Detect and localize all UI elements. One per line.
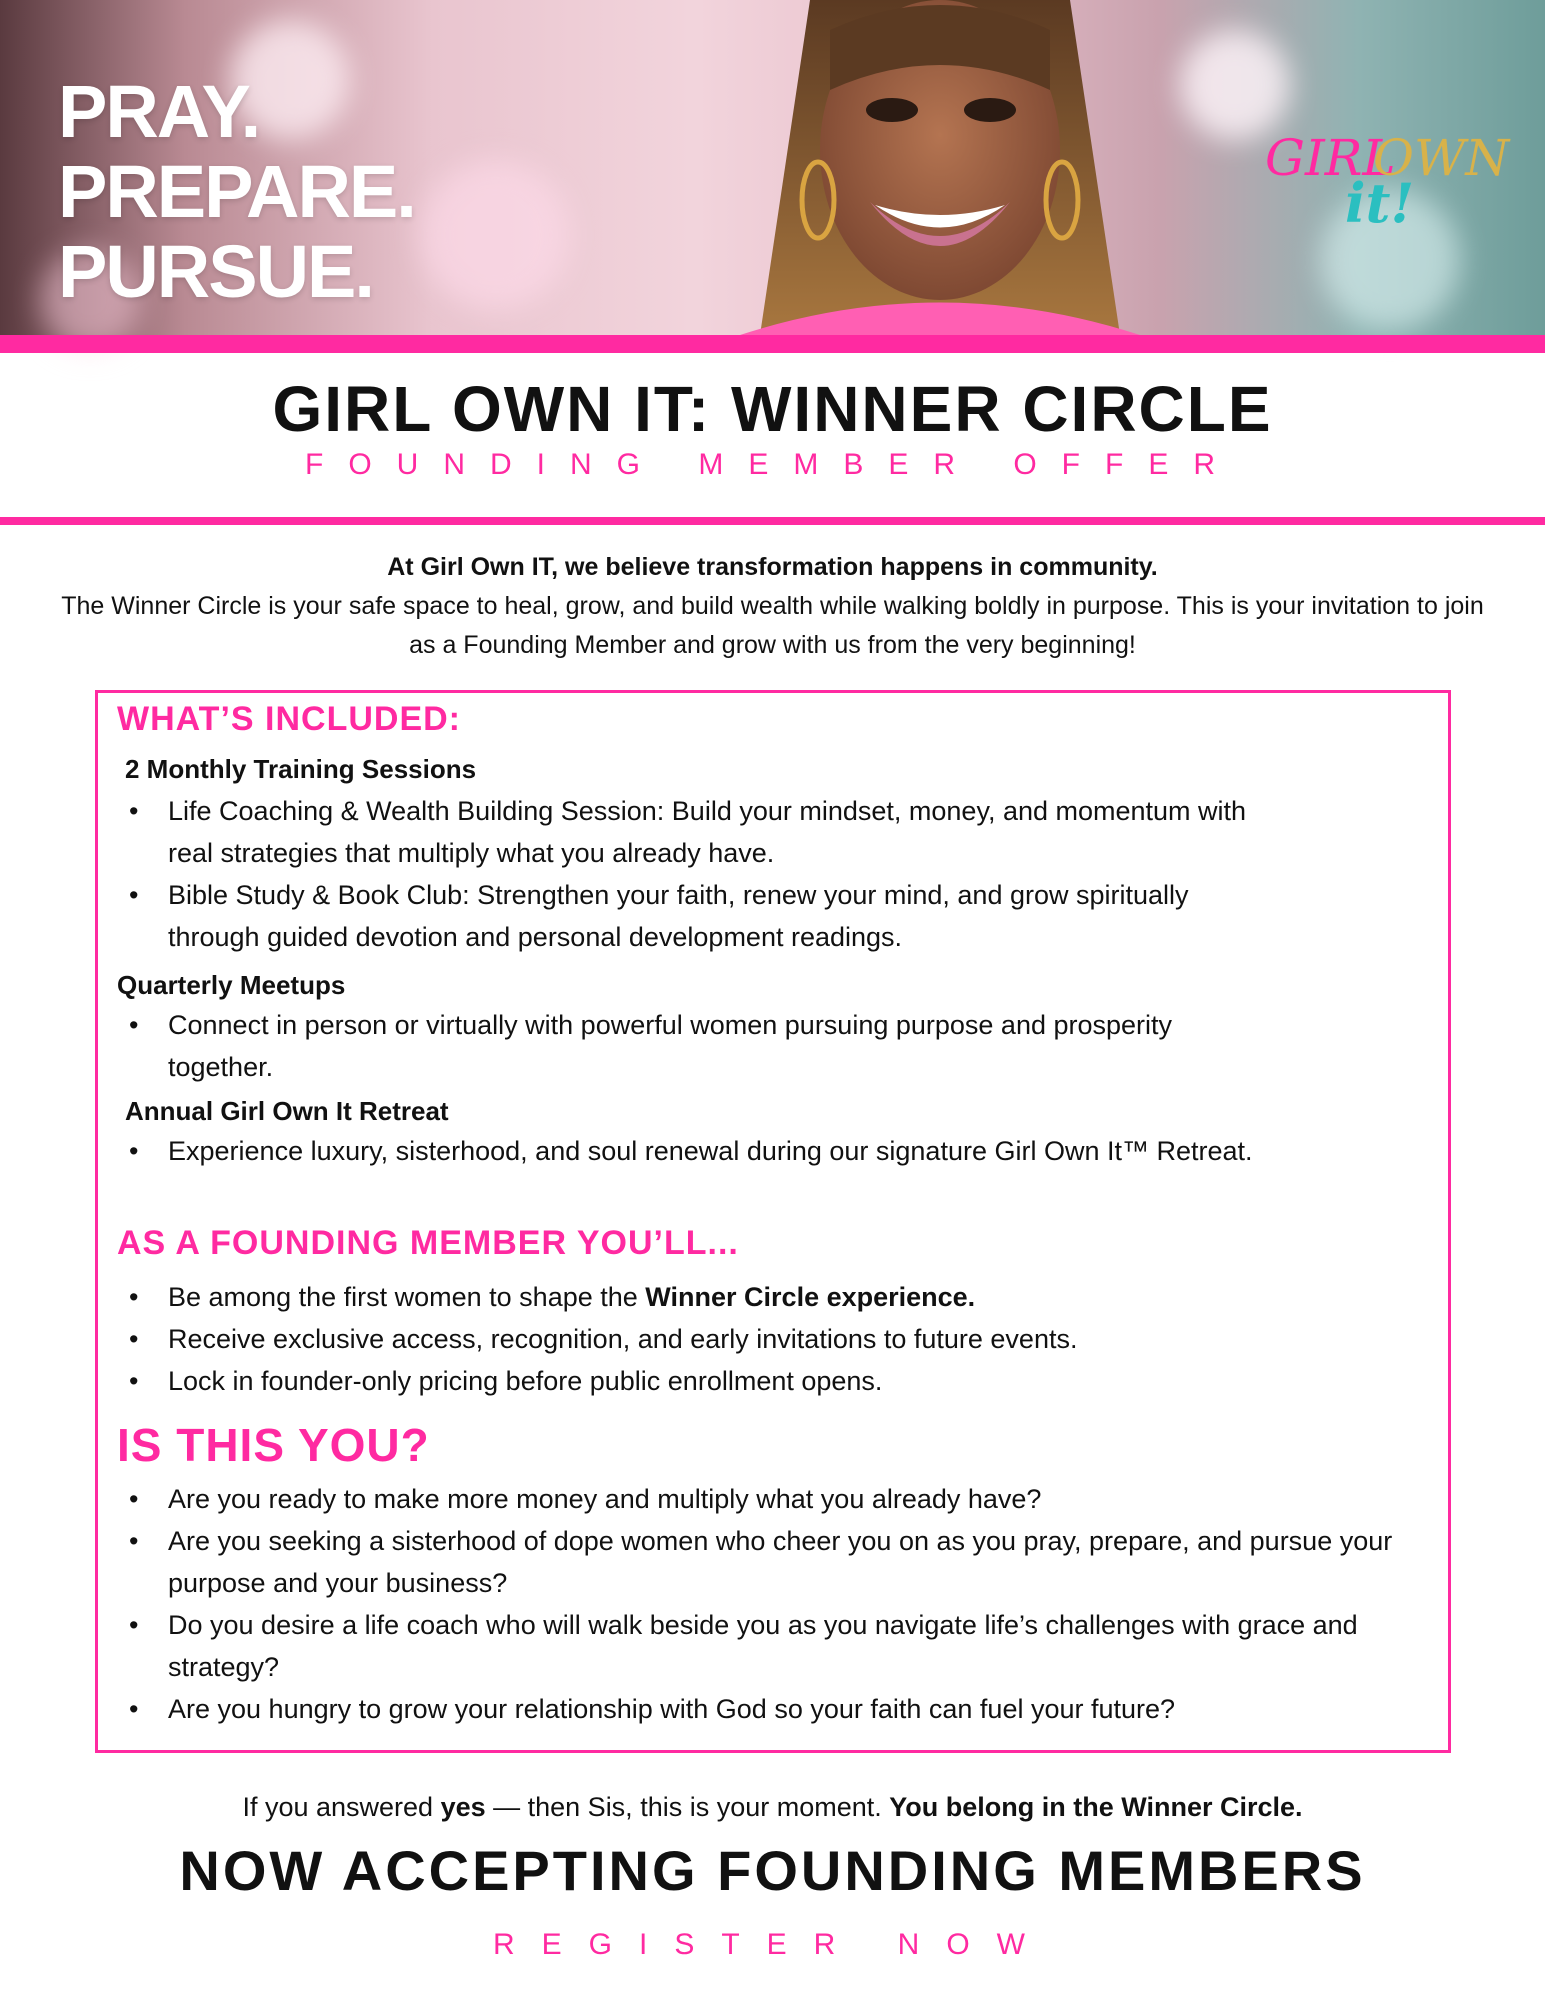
list-item: • Are you ready to make more money and multiply what you already have?	[125, 1478, 1445, 1520]
host-portrait	[700, 0, 1180, 335]
svg-text:it!: it!	[1345, 171, 1415, 235]
intro-body: The Winner Circle is your safe space to heal, grow, and build wealth while walking boldly in purpose. This is your invitation to join as a Founding Member and grow with us from the very beginning!	[61, 592, 1484, 659]
header-pink-divider	[0, 517, 1545, 525]
closing-middle: — then Sis, this is your moment.	[485, 1792, 890, 1822]
register-now-link[interactable]: REGISTER NOW	[492, 1928, 1052, 1961]
founding-item-bold: Winner Circle experience.	[645, 1282, 976, 1312]
closing-prefix: If you answered	[242, 1792, 441, 1822]
cta-headline: NOW ACCEPTING FOUNDING MEMBERS	[179, 1839, 1366, 1902]
closing-bold-end: You belong in the Winner Circle.	[889, 1792, 1303, 1822]
list-item: • Lock in founder-only pricing before public enrollment opens.	[125, 1360, 1425, 1402]
list-item: • Life Coaching & Wealth Building Session: Build your mindset, money, and momentum with real strategies that multiply what you already have.	[125, 790, 1265, 874]
closing-statement	[0, 1792, 1545, 1823]
list-item: • Connect in person or virtually with powerful women pursuing purpose and prosperity together.	[125, 1004, 1265, 1088]
hero-slogan	[58, 72, 415, 312]
slogan-line-prepare: PREPARE.	[58, 150, 415, 233]
quarterly-meetups-title: Quarterly Meetups	[117, 970, 346, 1000]
svg-text:OWN: OWN	[1373, 129, 1510, 187]
intro-text	[50, 548, 1495, 665]
list-item: • Are you seeking a sisterhood of dope women who cheer you on as you pray, prepare, and pursue your purpose and your business?	[125, 1520, 1445, 1604]
section-heading-founding: AS A FOUNDING MEMBER YOU’LL...	[117, 1224, 739, 1262]
page-subtitle: FOUNDING MEMBER OFFER	[305, 448, 1240, 481]
list-item: • Are you hungry to grow your relationship with God so your faith can fuel your future?	[125, 1688, 1445, 1730]
slogan-line-pray: PRAY.	[58, 70, 260, 153]
quarterly-meetups-list	[125, 1004, 1265, 1088]
top-pink-divider	[0, 335, 1545, 353]
section-heading-included: WHAT’S INCLUDED:	[117, 700, 461, 738]
founding-benefits-list	[125, 1276, 1425, 1402]
intro-lead: At Girl Own IT, we believe transformation happens in community.	[387, 553, 1158, 581]
is-this-you-list	[125, 1478, 1445, 1730]
list-item	[125, 1276, 1425, 1318]
training-sessions-title: 2 Monthly Training Sessions	[125, 754, 477, 784]
hero-banner	[0, 0, 1545, 335]
list-item: • Bible Study & Book Club: Strengthen your faith, renew your mind, and grow spiritually through guided devotion and personal development readings.	[125, 874, 1265, 958]
svg-text:GIRL: GIRL	[1265, 129, 1396, 187]
founding-item-text: Be among the first women to shape the	[168, 1282, 646, 1312]
training-sessions-list	[125, 790, 1265, 958]
list-item: • Experience luxury, sisterhood, and soul renewal during our signature Girl Own It™ Retreat.	[125, 1130, 1265, 1172]
closing-yes: yes	[440, 1792, 486, 1822]
annual-retreat-title: Annual Girl Own It Retreat	[125, 1096, 449, 1126]
annual-retreat-list	[125, 1130, 1265, 1172]
slogan-line-pursue: PURSUE.	[58, 230, 373, 313]
list-item: • Do you desire a life coach who will walk beside you as you navigate life’s challenges with grace and strategy?	[125, 1604, 1445, 1688]
page-title: GIRL OWN IT: WINNER CIRCLE	[272, 373, 1273, 445]
section-heading-is-this-you: IS THIS YOU?	[117, 1419, 430, 1471]
list-item: • Receive exclusive access, recognition, and early invitations to future events.	[125, 1318, 1425, 1360]
girl-own-it-logo	[1255, 120, 1510, 235]
